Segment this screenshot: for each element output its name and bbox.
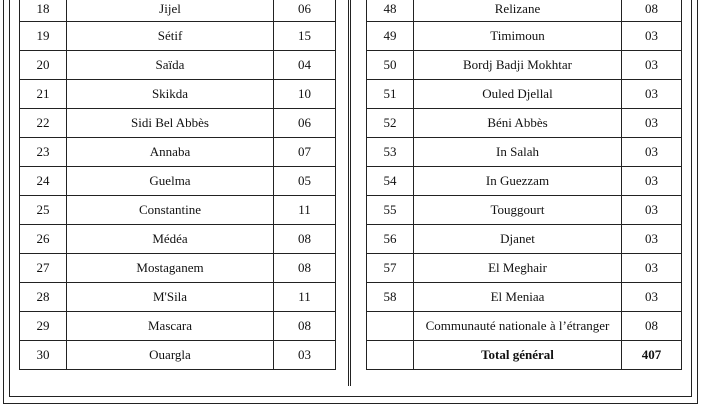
wilaya-name: M'Sila [67,283,274,312]
seat-count: 03 [622,51,682,80]
seat-count: 08 [274,225,336,254]
seat-count: 03 [622,109,682,138]
seat-count: 04 [274,51,336,80]
seat-count: 08 [274,254,336,283]
table-row [367,138,682,167]
table-row [20,254,336,283]
seat-count: 08 [274,312,336,341]
seat-count: 03 [274,341,336,370]
seat-count: 407 [622,341,682,370]
table-row [367,51,682,80]
table-row [367,341,682,370]
wilaya-name: Bordj Badji Mokhtar [414,51,622,80]
seats-table-left [19,0,336,370]
seat-count: 08 [622,0,682,22]
wilaya-name: In Salah [414,138,622,167]
wilaya-name: Saïda [67,51,274,80]
seat-count: 03 [622,138,682,167]
wilaya-name: Constantine [67,196,274,225]
table-row [20,196,336,225]
table-row [367,22,682,51]
wilaya-name: El Meghair [414,254,622,283]
wilaya-name: El Meniaa [414,283,622,312]
table-row [367,109,682,138]
table-row [20,312,336,341]
wilaya-number: 19 [20,22,67,51]
wilaya-name: Médéa [67,225,274,254]
seat-count: 11 [274,283,336,312]
wilaya-number [367,341,414,370]
wilaya-name: In Guezzam [414,167,622,196]
table-row [20,0,336,22]
wilaya-name: Ouargla [67,341,274,370]
wilaya-number: 50 [367,51,414,80]
table-row [367,167,682,196]
wilaya-number: 26 [20,225,67,254]
seat-count: 07 [274,138,336,167]
wilaya-number: 56 [367,225,414,254]
seat-count: 08 [622,312,682,341]
wilaya-name: Mostaganem [67,254,274,283]
column-divider-double [350,0,351,386]
wilaya-number: 52 [367,109,414,138]
seat-count: 11 [274,196,336,225]
table-row [367,196,682,225]
wilaya-number: 49 [367,22,414,51]
wilaya-name: Annaba [67,138,274,167]
table-row [367,0,682,22]
wilaya-name: Communauté nationale à l’étranger [414,312,622,341]
wilaya-number: 22 [20,109,67,138]
wilaya-name: Ouled Djellal [414,80,622,109]
table-row [367,283,682,312]
table-row [367,225,682,254]
seat-count: 03 [622,167,682,196]
wilaya-number: 28 [20,283,67,312]
wilaya-number: 55 [367,196,414,225]
wilaya-name: Timimoun [414,22,622,51]
table-row [20,80,336,109]
seat-count: 03 [622,196,682,225]
wilaya-number [367,312,414,341]
wilaya-number: 18 [20,0,67,22]
wilaya-number: 58 [367,283,414,312]
wilaya-number: 53 [367,138,414,167]
table-row [20,341,336,370]
wilaya-name: Skikda [67,80,274,109]
wilaya-name: Total général [414,341,622,370]
wilaya-number: 30 [20,341,67,370]
wilaya-name: Guelma [67,167,274,196]
table-row [20,283,336,312]
wilaya-number: 23 [20,138,67,167]
seat-count: 05 [274,167,336,196]
wilaya-number: 51 [367,80,414,109]
seat-count: 03 [622,254,682,283]
wilaya-name: Touggourt [414,196,622,225]
seat-count: 03 [622,80,682,109]
wilaya-name: Sétif [67,22,274,51]
wilaya-number: 57 [367,254,414,283]
table-row [20,109,336,138]
wilaya-number: 21 [20,80,67,109]
wilaya-number: 29 [20,312,67,341]
table-row [367,312,682,341]
seat-count: 15 [274,22,336,51]
column-divider [348,0,349,386]
table-row [367,254,682,283]
wilaya-number: 27 [20,254,67,283]
wilaya-number: 54 [367,167,414,196]
table-row [20,138,336,167]
seat-count: 03 [622,283,682,312]
seat-count: 10 [274,80,336,109]
wilaya-number: 20 [20,51,67,80]
wilaya-name: Béni Abbès [414,109,622,138]
wilaya-name: Djanet [414,225,622,254]
wilaya-name: Jijel [67,0,274,22]
wilaya-number: 24 [20,167,67,196]
seats-table-right [366,0,682,370]
table-row [20,225,336,254]
table-row [20,51,336,80]
table-row [367,80,682,109]
wilaya-number: 48 [367,0,414,22]
wilaya-name: Mascara [67,312,274,341]
seat-count: 06 [274,109,336,138]
wilaya-number: 25 [20,196,67,225]
seat-count: 03 [622,225,682,254]
seat-count: 06 [274,0,336,22]
seat-count: 03 [622,22,682,51]
wilaya-name: Sidi Bel Abbès [67,109,274,138]
table-row [20,22,336,51]
wilaya-name: Relizane [414,0,622,22]
table-row [20,167,336,196]
